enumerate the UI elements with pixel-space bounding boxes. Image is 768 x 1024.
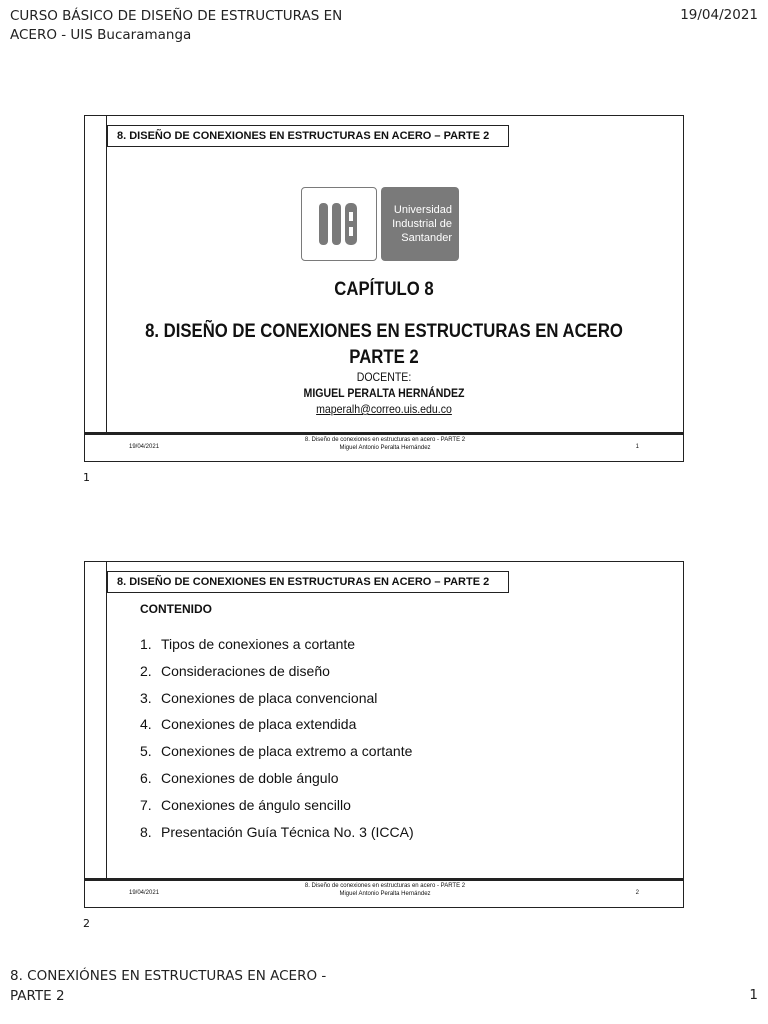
docente-email-link[interactable]: maperalh@correo.uis.edu.co — [316, 402, 452, 416]
uis-logo — [301, 187, 459, 263]
list-item: 7. Conexiones de ángulo sencillo — [140, 796, 351, 813]
slide-footer-course: 8. Diseño de conexiones en estructuras en acero - PARTE 2 — [304, 437, 466, 443]
slide-number-1: 1 — [83, 471, 90, 484]
university-name-line-1: Universidad — [393, 204, 452, 216]
slide-main-title-line-1: 8. DISEÑO DE CONEXIONES EN ESTRUCTURAS EN ACERO — [145, 321, 623, 342]
slide-footer-rule — [85, 432, 683, 435]
slide-footer-date: 19/04/2021 — [129, 890, 160, 896]
slide-title-box: 8. DISEÑO DE CONEXIONES EN ESTRUCTURAS EN ACERO – PARTE 2 — [107, 571, 509, 593]
document-header-date: 19/04/2021 — [680, 7, 758, 23]
slide-footer-author: Miguel Antonio Peralta Hernández — [339, 891, 431, 897]
list-item: 3. Conexiones de placa convencional — [140, 689, 378, 706]
list-item: 1. Tipos de conexiones a cortante — [140, 636, 356, 652]
slide-footer-author: Miguel Antonio Peralta Hernández — [339, 445, 431, 451]
contents-heading: CONTENIDO — [140, 602, 212, 616]
university-name-block — [381, 187, 459, 261]
slide-footer-course: 8. Diseño de conexiones en estructuras en acero - PARTE 2 — [304, 883, 466, 889]
university-name-line-3: Santander — [401, 232, 452, 244]
docente-label: DOCENTE: — [356, 370, 412, 384]
contents-list — [140, 636, 414, 850]
chapter-heading: CAPÍTULO 8 — [334, 279, 434, 300]
uis-monogram-icon — [301, 187, 377, 261]
list-item: 4. Conexiones de placa extendida — [140, 716, 357, 733]
list-item: 5. Conexiones de placa extremo a cortante — [140, 743, 413, 760]
slide-1 — [84, 115, 684, 462]
docente-name: MIGUEL PERALTA HERNÁNDEZ — [303, 386, 465, 400]
slide-main-title — [121, 319, 647, 371]
slide-footer-page: 1 — [635, 444, 639, 450]
slide-main-title-line-2: PARTE 2 — [349, 347, 419, 368]
slide-divider-line — [106, 116, 107, 433]
slide-footer-rule — [85, 878, 683, 881]
slide-footer-page: 2 — [635, 890, 639, 896]
list-item: 6. Conexiones de doble ángulo — [140, 769, 339, 786]
document-page-number: 1 — [749, 987, 758, 1003]
slide-footer-center — [235, 436, 535, 452]
university-name-line-2: Industrial de — [392, 218, 452, 230]
document-footer-title: 8. CONEXIÓNES EN ESTRUCTURAS EN ACERO - PARTE 2 — [10, 968, 327, 1004]
slide-divider-line — [106, 562, 107, 879]
list-item: 2. Consideraciones de diseño — [140, 662, 330, 679]
slide-footer-date: 19/04/2021 — [129, 444, 160, 450]
slide-2 — [84, 561, 684, 908]
slide-number-2: 2 — [83, 917, 90, 930]
list-item: 8. Presentación Guía Técnica No. 3 (ICCA) — [140, 823, 414, 840]
slide-title-box: 8. DISEÑO DE CONEXIONES EN ESTRUCTURAS EN ACERO – PARTE 2 — [107, 125, 509, 147]
document-header-title: CURSO BÁSICO DE DISEÑO DE ESTRUCTURAS EN ACERO - UIS Bucaramanga — [10, 8, 343, 43]
slide-footer-center — [235, 882, 535, 898]
